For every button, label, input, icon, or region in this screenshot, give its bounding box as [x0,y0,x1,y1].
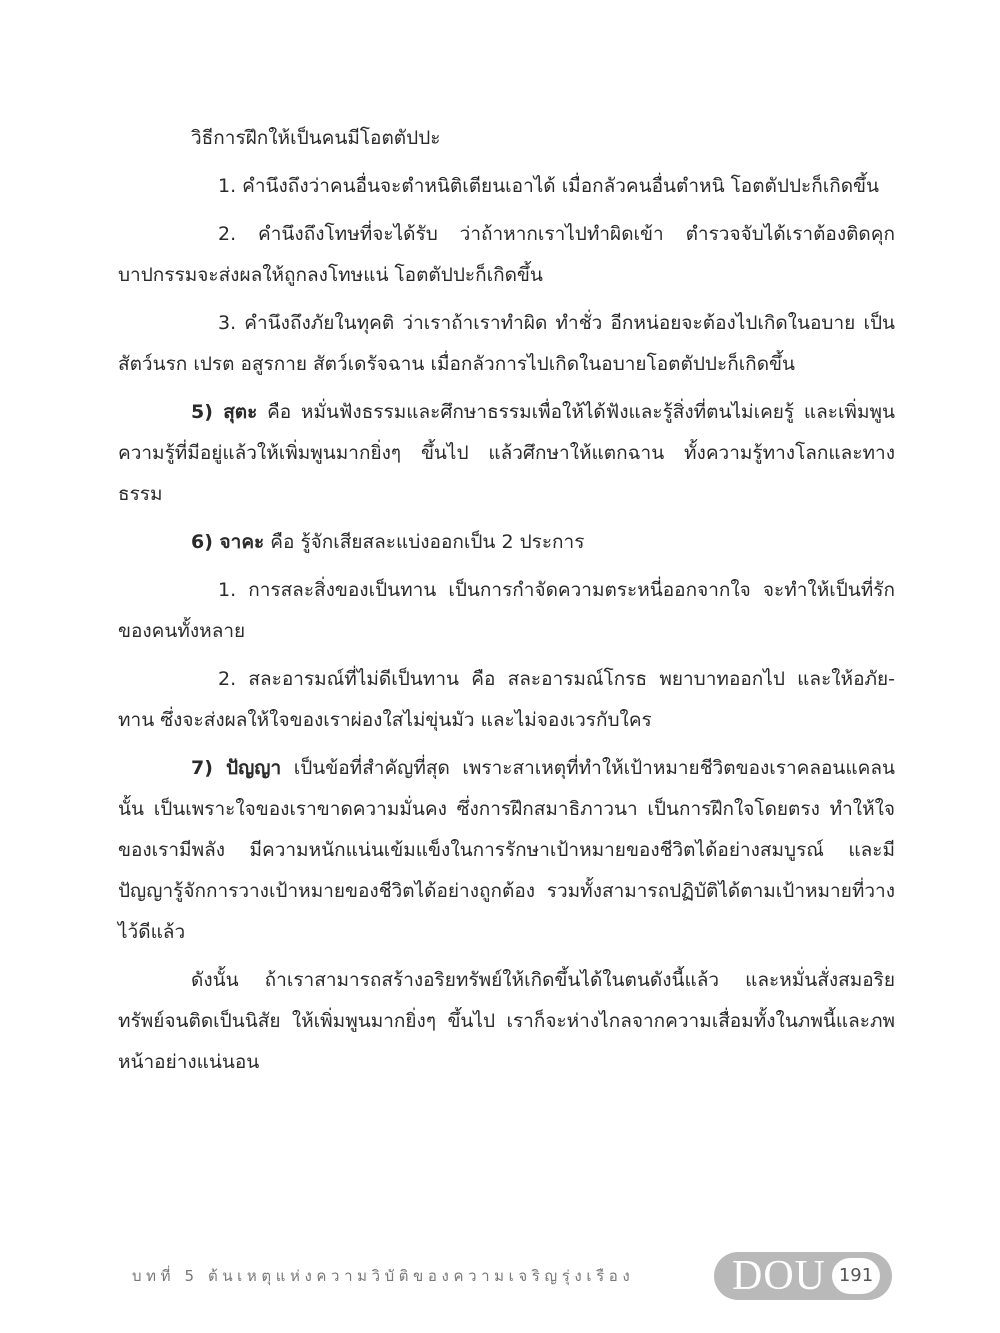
suta-text: คือ หมั่นฟังธรรมและศึกษาธรรมเพื่อให้ได้ฟังและรู้สิ่งที่ตนไม่เคยรู้ และเพิ่มพูนความรู้ที่มีอยู่แล้วให้เพิ่มพูนมากยิ่งๆ ขึ้นไป แล้วศึกษาให้แตกฉาน ทั้งความรู้ทางโลกและทางธรรม [118,401,895,505]
caga-item-1: 1. การสละสิ่งของเป็นทาน เป็นการกำจัดความตระหนี่ออกจากใจ จะทำให้เป็นที่รักของคนทั้งหลาย [118,579,895,642]
caga-term: 6) จาคะ [191,531,265,553]
page-body [118,118,895,1083]
otappa-item-1: 1. คำนึงถึงว่าคนอื่นจะตำหนิติเตียนเอาได้ เมื่อกลัวคนอื่นตำหนิ โอตตัปปะก็เกิดขึ้น [218,175,880,197]
panna-term: 7) ปัญญา [191,757,282,779]
page-number: 191 [832,1258,880,1294]
page-badge [714,1252,892,1300]
chapter-title: บทที่ 5 ต้นเหตุแห่งความวิบัติของความเจริญรุ่งเรือง [132,1267,635,1285]
dou-logo: DOU [732,1253,826,1299]
otappa-heading: วิธีการฝึกให้เป็นคนมีโอตตัปปะ [191,127,441,149]
otappa-item-3: 3. คำนึงถึงภัยในทุคติ ว่าเราถ้าเราทำผิด ทำชั่ว อีกหน่อยจะต้องไปเกิดในอบาย เป็นสัตว์นรก เปรต อสูรกาย สัตว์เดรัจฉาน เมื่อกลัวการไปเกิดในอบายโอตตัปปะก็เกิดขึ้น [118,312,895,375]
caga-item-2: 2. สละอารมณ์ที่ไม่ดีเป็นทาน คือ สละอารมณ์โกรธ พยาบาทออกไป และให้อภัย-ทาน ซึ่งจะส่งผลให้ใจของเราผ่องใสไม่ขุ่นมัว และไม่จองเวรกับใคร [118,668,895,731]
panna-paragraph [118,748,895,953]
panna-text: เป็นข้อที่สำคัญที่สุด เพราะสาเหตุที่ทำให้เป้าหมายชีวิตของเราคลอนแคลนนั้น เป็นเพราะใจของเราขาดความมั่นคง ซึ่งการฝึกสมาธิภาวนา เป็นการฝึกใจโดยตรง ทำให้ใจของเรามีพลัง มีความหนักแน่นเข้มแข็งในการรักษาเป้าหมายของชีวิตได้อย่างสมบูรณ์ และมีปัญญารู้จักการวางเป้าหมายของชีวิตได้อย่างถูกต้อง รวมทั้งสามารถปฏิบัติได้ตามเป้าหมายที่วางไว้ดีแล้ว [118,757,895,943]
caga-text: คือ รู้จักเสียสละแบ่งออกเป็น 2 ประการ [264,531,585,553]
suta-paragraph [118,392,895,515]
conclusion-paragraph: ดังนั้น ถ้าเราสามารถสร้างอริยทรัพย์ให้เกิดขึ้นได้ในตนดังนี้แล้ว และหมั่นสั่งสมอริยทรัพย์จนติดเป็นนิสัย ให้เพิ่มพูนมากยิ่งๆ ขึ้นไป เราก็จะห่างไกลจากความเสื่อมทั้งในภพนี้และภพหน้าอย่างแน่นอน [118,969,895,1073]
otappa-item-2: 2. คำนึงถึงโทษที่จะได้รับ ว่าถ้าหากเราไปทำผิดเข้า ตำรวจจับได้เราต้องติดคุก บาปกรรมจะส่งผลให้ถูกลงโทษแน่ โอตตัปปะก็เกิดขึ้น [118,223,895,286]
suta-term: 5) สุตะ [191,401,258,423]
caga-paragraph [118,522,895,563]
page-footer [132,1252,892,1300]
